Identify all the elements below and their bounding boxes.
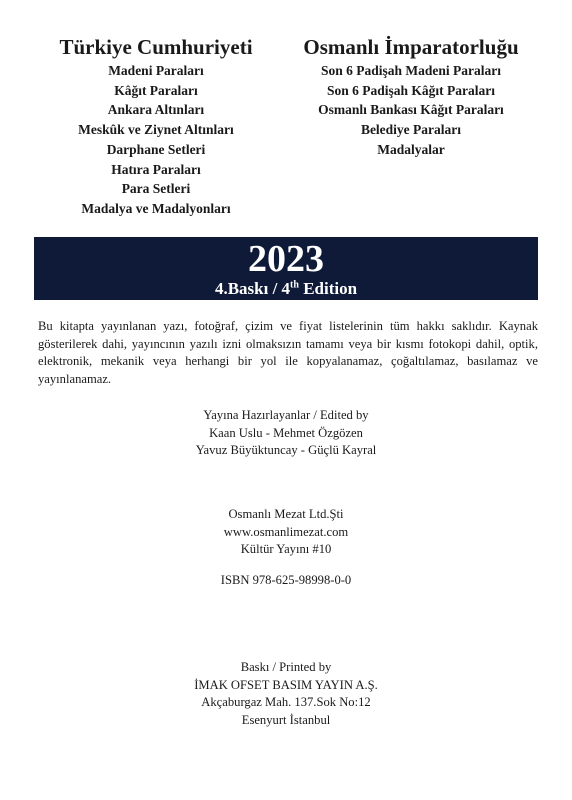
right-column-item: Son 6 Padişah Kâğıt Paraları — [326, 82, 495, 98]
publisher-website: www.osmanlimezat.com — [223, 524, 349, 539]
left-column-item: Hatıra Paraları — [111, 161, 201, 177]
printer-address: Akçaburgaz Mah. 137.Sok No:12 — [201, 695, 371, 709]
left-column-item: Para Setleri — [121, 181, 191, 197]
edition-banner — [34, 237, 538, 300]
right-column-item: Osmanlı Bankası Kâğıt Paraları — [318, 102, 504, 118]
copyright-notice: Bu kitapta yayınlanan yazı, fotoğraf, çizim ve fiyat listelerinin tüm hakkı saklıdır. Kaynak gösterilerek dahi, yayıncının yazılı izni olmaksızın tamamı veya bir kısmı fotokopi dahil, optik, elektronik, mekanik veya herhangi bir yol ile kopyalanamaz, çoğaltılamaz, basılamaz ve yayınlanamaz. — [38, 319, 538, 386]
right-column-item: Belediye Paraları — [360, 122, 462, 138]
left-column-title: Türkiye Cumhuriyeti — [59, 35, 253, 59]
left-column-item: Darphane Setleri — [106, 141, 206, 157]
right-column-title: Osmanlı İmparatorluğu — [303, 35, 519, 59]
editors-heading: Yayına Hazırlayanlar / Edited by — [203, 408, 369, 422]
edition-suffix: Edition — [298, 279, 358, 298]
turkiye-cumhuriyeti-column — [30, 34, 282, 219]
left-column-item: Meskûk ve Ziynet Altınları — [78, 122, 234, 138]
publisher-block — [0, 506, 572, 559]
osmanli-imparatorlugu-column — [282, 34, 540, 160]
printer-block — [0, 659, 572, 729]
edition-superscript: th — [290, 279, 299, 291]
editors-block — [0, 407, 572, 460]
left-column-item: Kâğıt Paraları — [114, 82, 198, 98]
banner-edition — [34, 279, 538, 299]
right-column-item: Son 6 Padişah Madeni Paraları — [320, 63, 501, 78]
printer-heading: Baskı / Printed by — [240, 660, 332, 674]
editors-line: Kaan Uslu - Mehmet Özgözen — [209, 425, 363, 440]
isbn: ISBN 978-625-98998-0-0 — [220, 573, 352, 587]
publisher-series: Kültür Yayını #10 — [240, 542, 332, 556]
edition-prefix: 4.Baskı / 4 — [214, 279, 291, 298]
left-column-item: Ankara Altınları — [107, 102, 205, 118]
printer-name: İMAK OFSET BASIM YAYIN A.Ş. — [194, 677, 378, 692]
left-column-item: Madeni Paraları — [108, 63, 204, 78]
left-column-item: Madalya ve Madalyonları — [81, 200, 231, 216]
right-column-item: Madalyalar — [377, 141, 445, 157]
banner-year: 2023 — [248, 238, 324, 280]
publisher-name: Osmanlı Mezat Ltd.Şti — [228, 507, 344, 521]
editors-line: Yavuz Büyüktuncay - Güçlü Kayral — [195, 443, 377, 457]
printer-address: Esenyurt İstanbul — [241, 712, 331, 727]
